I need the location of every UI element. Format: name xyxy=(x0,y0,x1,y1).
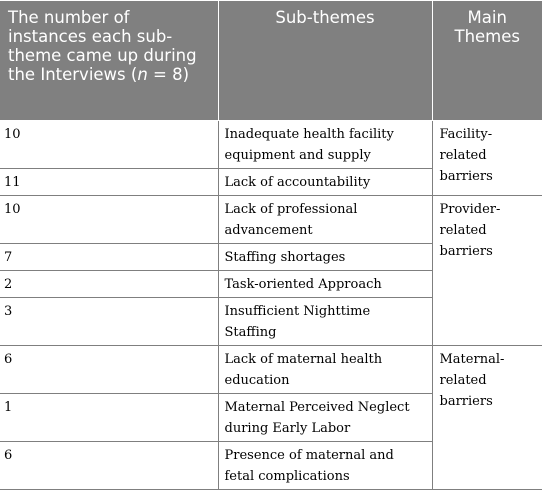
main-theme-cell: Provider-related barriers xyxy=(432,196,542,346)
count-cell: 6 xyxy=(0,442,218,490)
count-cell: 11 xyxy=(0,169,218,196)
subtheme-cell: Lack of accountability xyxy=(218,169,432,196)
table-row xyxy=(0,196,542,244)
header-subthemes: Sub-themes xyxy=(218,1,432,121)
count-cell: 1 xyxy=(0,394,218,442)
count-cell: 7 xyxy=(0,244,218,271)
subtheme-cell: Lack of maternal health education xyxy=(218,346,432,394)
count-cell: 10 xyxy=(0,196,218,244)
header-n: n xyxy=(137,65,148,84)
subtheme-cell: Maternal Perceived Neglect during Early Labor xyxy=(218,394,432,442)
main-theme-cell: Maternal-related barriers xyxy=(432,346,542,490)
header-count-text: The number of instances each sub-theme came up during the Interviews ( xyxy=(8,8,197,84)
subtheme-cell: Insufficient Nighttime Staffing xyxy=(218,298,432,346)
table-row xyxy=(0,121,542,169)
main-theme-cell: Facility-related barriers xyxy=(432,121,542,196)
subtheme-cell: Lack of professional advancement xyxy=(218,196,432,244)
count-cell: 10 xyxy=(0,121,218,169)
header-row xyxy=(0,1,542,121)
subtheme-cell: Staffing shortages xyxy=(218,244,432,271)
subtheme-cell: Presence of maternal and fetal complications xyxy=(218,442,432,490)
header-count xyxy=(0,1,218,121)
table-row xyxy=(0,346,542,394)
count-cell: 2 xyxy=(0,271,218,298)
count-cell: 3 xyxy=(0,298,218,346)
subtheme-cell: Task-oriented Approach xyxy=(218,271,432,298)
subtheme-cell: Inadequate health facility equipment and supply xyxy=(218,121,432,169)
count-cell: 6 xyxy=(0,346,218,394)
header-main-themes: Main Themes xyxy=(432,1,542,121)
header-count-suffix: = 8) xyxy=(147,65,190,84)
